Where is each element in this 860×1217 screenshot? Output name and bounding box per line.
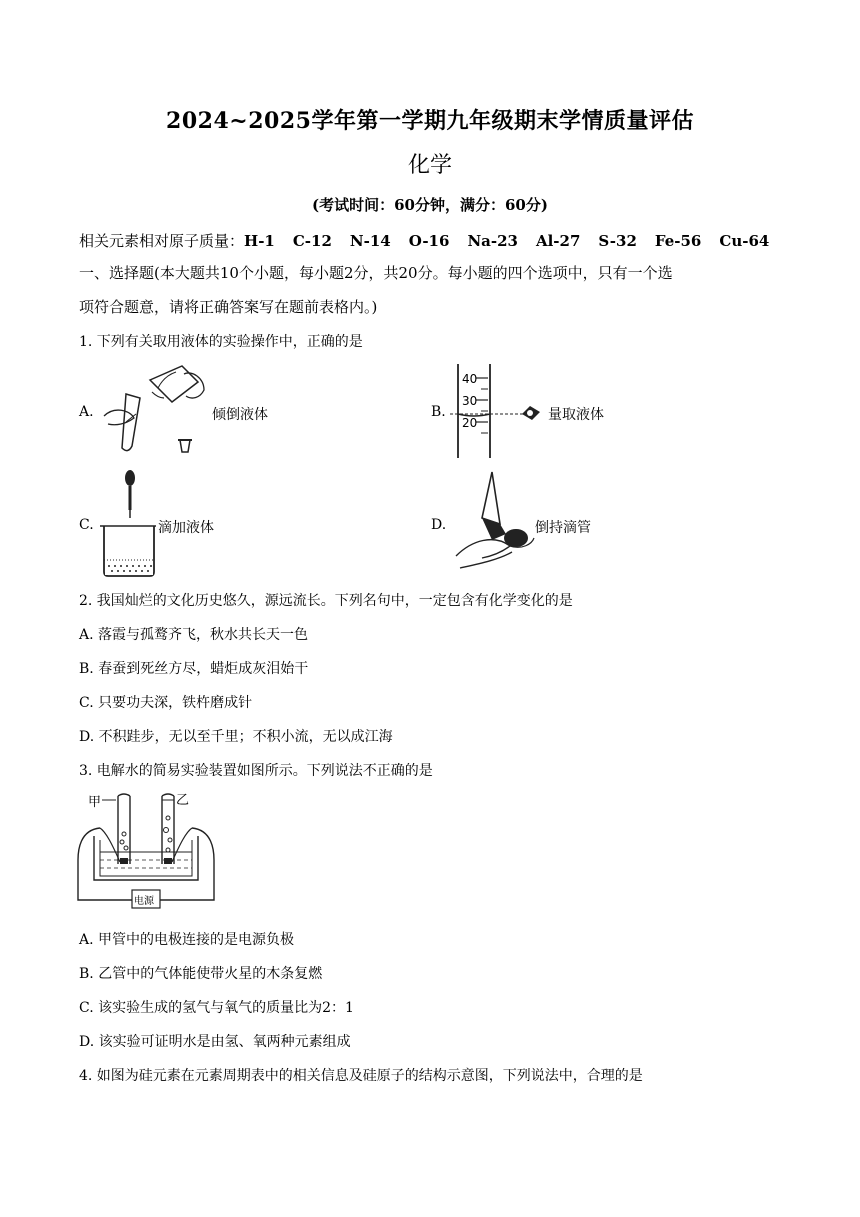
- section-heading-line1: 一、选择题(本大题共10个小题，每小题2分，共20分。每小题的四个选项中，只有一个选: [79, 264, 673, 282]
- mass-item: Al-27: [535, 232, 581, 250]
- q1-option-c-letter: C.: [79, 517, 94, 533]
- q3-option-a: A. 甲管中的电极连接的是电源负极: [79, 932, 295, 948]
- tube-label-left: 甲: [88, 795, 102, 810]
- q1-option-d-letter: D.: [431, 517, 447, 533]
- q1-option-a-caption: 倾倒液体: [212, 407, 268, 423]
- q3-option-c: C. 该实验生成的氢气与氧气的质量比为2：1: [79, 1000, 354, 1016]
- mass-item: Cu-64: [719, 232, 770, 250]
- question-4-stem: 4. 如图为硅元素在元素周期表中的相关信息及硅原子的结构示意图，下列说法中，合理的是: [79, 1068, 643, 1084]
- q1-option-a-letter: A.: [79, 404, 94, 420]
- q1-option-c-caption: 滴加液体: [158, 520, 214, 536]
- q2-option-a: A. 落霞与孤鹜齐飞，秋水共长天一色: [79, 627, 309, 643]
- graduated-cylinder-figure: [450, 360, 550, 460]
- q1-option-d-caption: 倒持滴管: [535, 520, 591, 536]
- q3-option-d: D. 该实验可证明水是由氢、氧两种元素组成: [79, 1034, 351, 1050]
- q2-option-c: C. 只要功夫深，铁杵磨成针: [79, 695, 253, 711]
- inverted-dropper-figure: [452, 468, 536, 576]
- mass-item: C-12: [292, 232, 332, 250]
- pouring-liquid-figure: [100, 362, 212, 462]
- cylinder-tick-label: 20: [462, 416, 478, 430]
- question-3-stem: 3. 电解水的简易实验装置如图所示。下列说法不正确的是: [79, 763, 433, 779]
- q1-option-b-caption: 量取液体: [548, 407, 604, 423]
- q1-option-b-letter: B.: [431, 404, 446, 420]
- page-title: 2024~2025学年第一学期九年级期末学情质量评估: [166, 108, 694, 134]
- q2-option-d: D. 不积跬步，无以至千里；不积小流，无以成江海: [79, 729, 393, 745]
- atomic-masses: [79, 230, 787, 251]
- exam-info: (考试时间：60分钟，满分：60分): [312, 196, 548, 214]
- q3-option-b: B. 乙管中的气体能使带火星的木条复燃: [79, 966, 323, 982]
- subject-title: 化学: [407, 153, 452, 178]
- cylinder-tick-label: 40: [462, 372, 478, 386]
- cylinder-tick-label: 30: [462, 394, 478, 408]
- mass-item: Fe-56: [654, 232, 702, 250]
- question-2-stem: 2. 我国灿烂的文化历史悠久，源远流长。下列名句中，一定包含有化学变化的是: [79, 593, 573, 609]
- q2-option-b: B. 春蚕到死丝方尽，蜡炬成灰泪始干: [79, 661, 309, 677]
- mass-item: Na-23: [467, 232, 518, 250]
- electrolysis-apparatus-figure: [76, 790, 216, 914]
- mass-item: O-16: [408, 232, 450, 250]
- mass-item: H-1: [244, 232, 275, 250]
- mass-item: N-14: [349, 232, 391, 250]
- tube-label-right: 乙: [176, 793, 190, 808]
- dropping-liquid-figure: [96, 468, 158, 580]
- section-heading-line2: 项符合题意，请将正确答案写在题前表格内。): [79, 298, 378, 316]
- atomic-masses-label: 相关元素相对原子质量：: [79, 232, 245, 250]
- mass-item: S-32: [598, 232, 637, 250]
- question-1-stem: 1. 下列有关取用液体的实验操作中，正确的是: [79, 334, 363, 350]
- power-supply-label: 电源: [134, 896, 154, 907]
